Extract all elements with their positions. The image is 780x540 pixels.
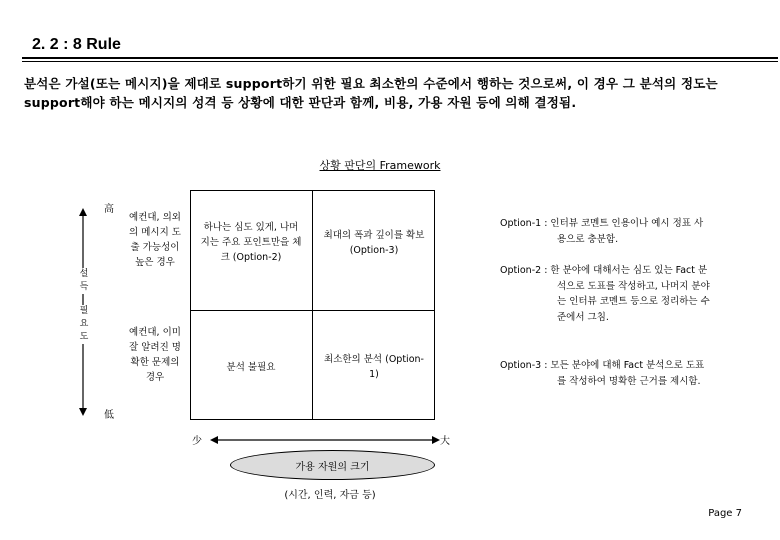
y-axis-label-top: 설득	[79, 269, 89, 292]
page-title: 2. 2 : 8 Rule	[32, 36, 121, 53]
intro-paragraph: 분석은 가설(또는 메시지)을 제대로 support하기 위한 필요 최소한의 수준에서 행하는 것으로써, 이 경우 그 분석의 정도는 support해야 하는 메시지의 성격 등 상황에 대한 판단과 함께, 비용, 가용 자원 등에 의해 결정됨.	[24, 76, 718, 110]
page-number: Page 7	[708, 508, 742, 519]
y-axis-label-bottom: 필요도	[79, 306, 89, 342]
option-1-text: Option-1 : 인터뷰 코멘트 인용이나 예시 정표 사용으로 충분함.	[500, 218, 704, 245]
option-3-text: Option-3 : 모든 분야에 대해 Fact 분석으로 도표를 작성하여 명확한 근거를 제시함.	[500, 360, 705, 387]
x-axis-low: 少	[192, 436, 202, 447]
cell-top-right: 최대의 폭과 깊이를 확보 (Option-3)	[323, 230, 425, 256]
x-axis-arrow	[210, 433, 440, 447]
option-2-text: Option-2 : 한 분야에 대해서는 심도 있는 Fact 분석으로 도표를 작성하고, 나머지 분야는 인터뷰 코멘트 등으로 정리하는 수준에서 그침.	[500, 265, 710, 323]
cell-top-left: 하나는 심도 있게, 나머지는 주요 포인트만을 체크 (Option-2)	[200, 222, 302, 263]
title-rule	[22, 57, 778, 59]
row-label-bottom: 예컨대, 이미 잘 알려진 명확한 문제의 경우	[129, 327, 181, 383]
x-axis-high: 大	[440, 436, 450, 447]
cell-bottom-right: 최소한의 분석 (Option-1)	[324, 354, 424, 380]
x-axis-label: 가용 자원의 크기	[295, 461, 370, 473]
framework-title: 상황 판단의 Framework	[319, 159, 441, 172]
x-axis-label-oval	[230, 450, 435, 480]
y-axis-low: 低	[104, 410, 114, 421]
row-label-top: 예컨대, 의외의 메시지 도출 가능성이 높은 경우	[129, 212, 181, 268]
title-rule-thin	[22, 61, 778, 62]
grid-horizontal-divider	[190, 310, 435, 311]
y-axis-high: 高	[104, 204, 114, 215]
grid-vertical-divider	[312, 190, 313, 420]
x-axis-sublabel: (시간, 인력, 자금 등)	[284, 490, 376, 501]
cell-bottom-left: 분석 불필요	[226, 362, 276, 373]
